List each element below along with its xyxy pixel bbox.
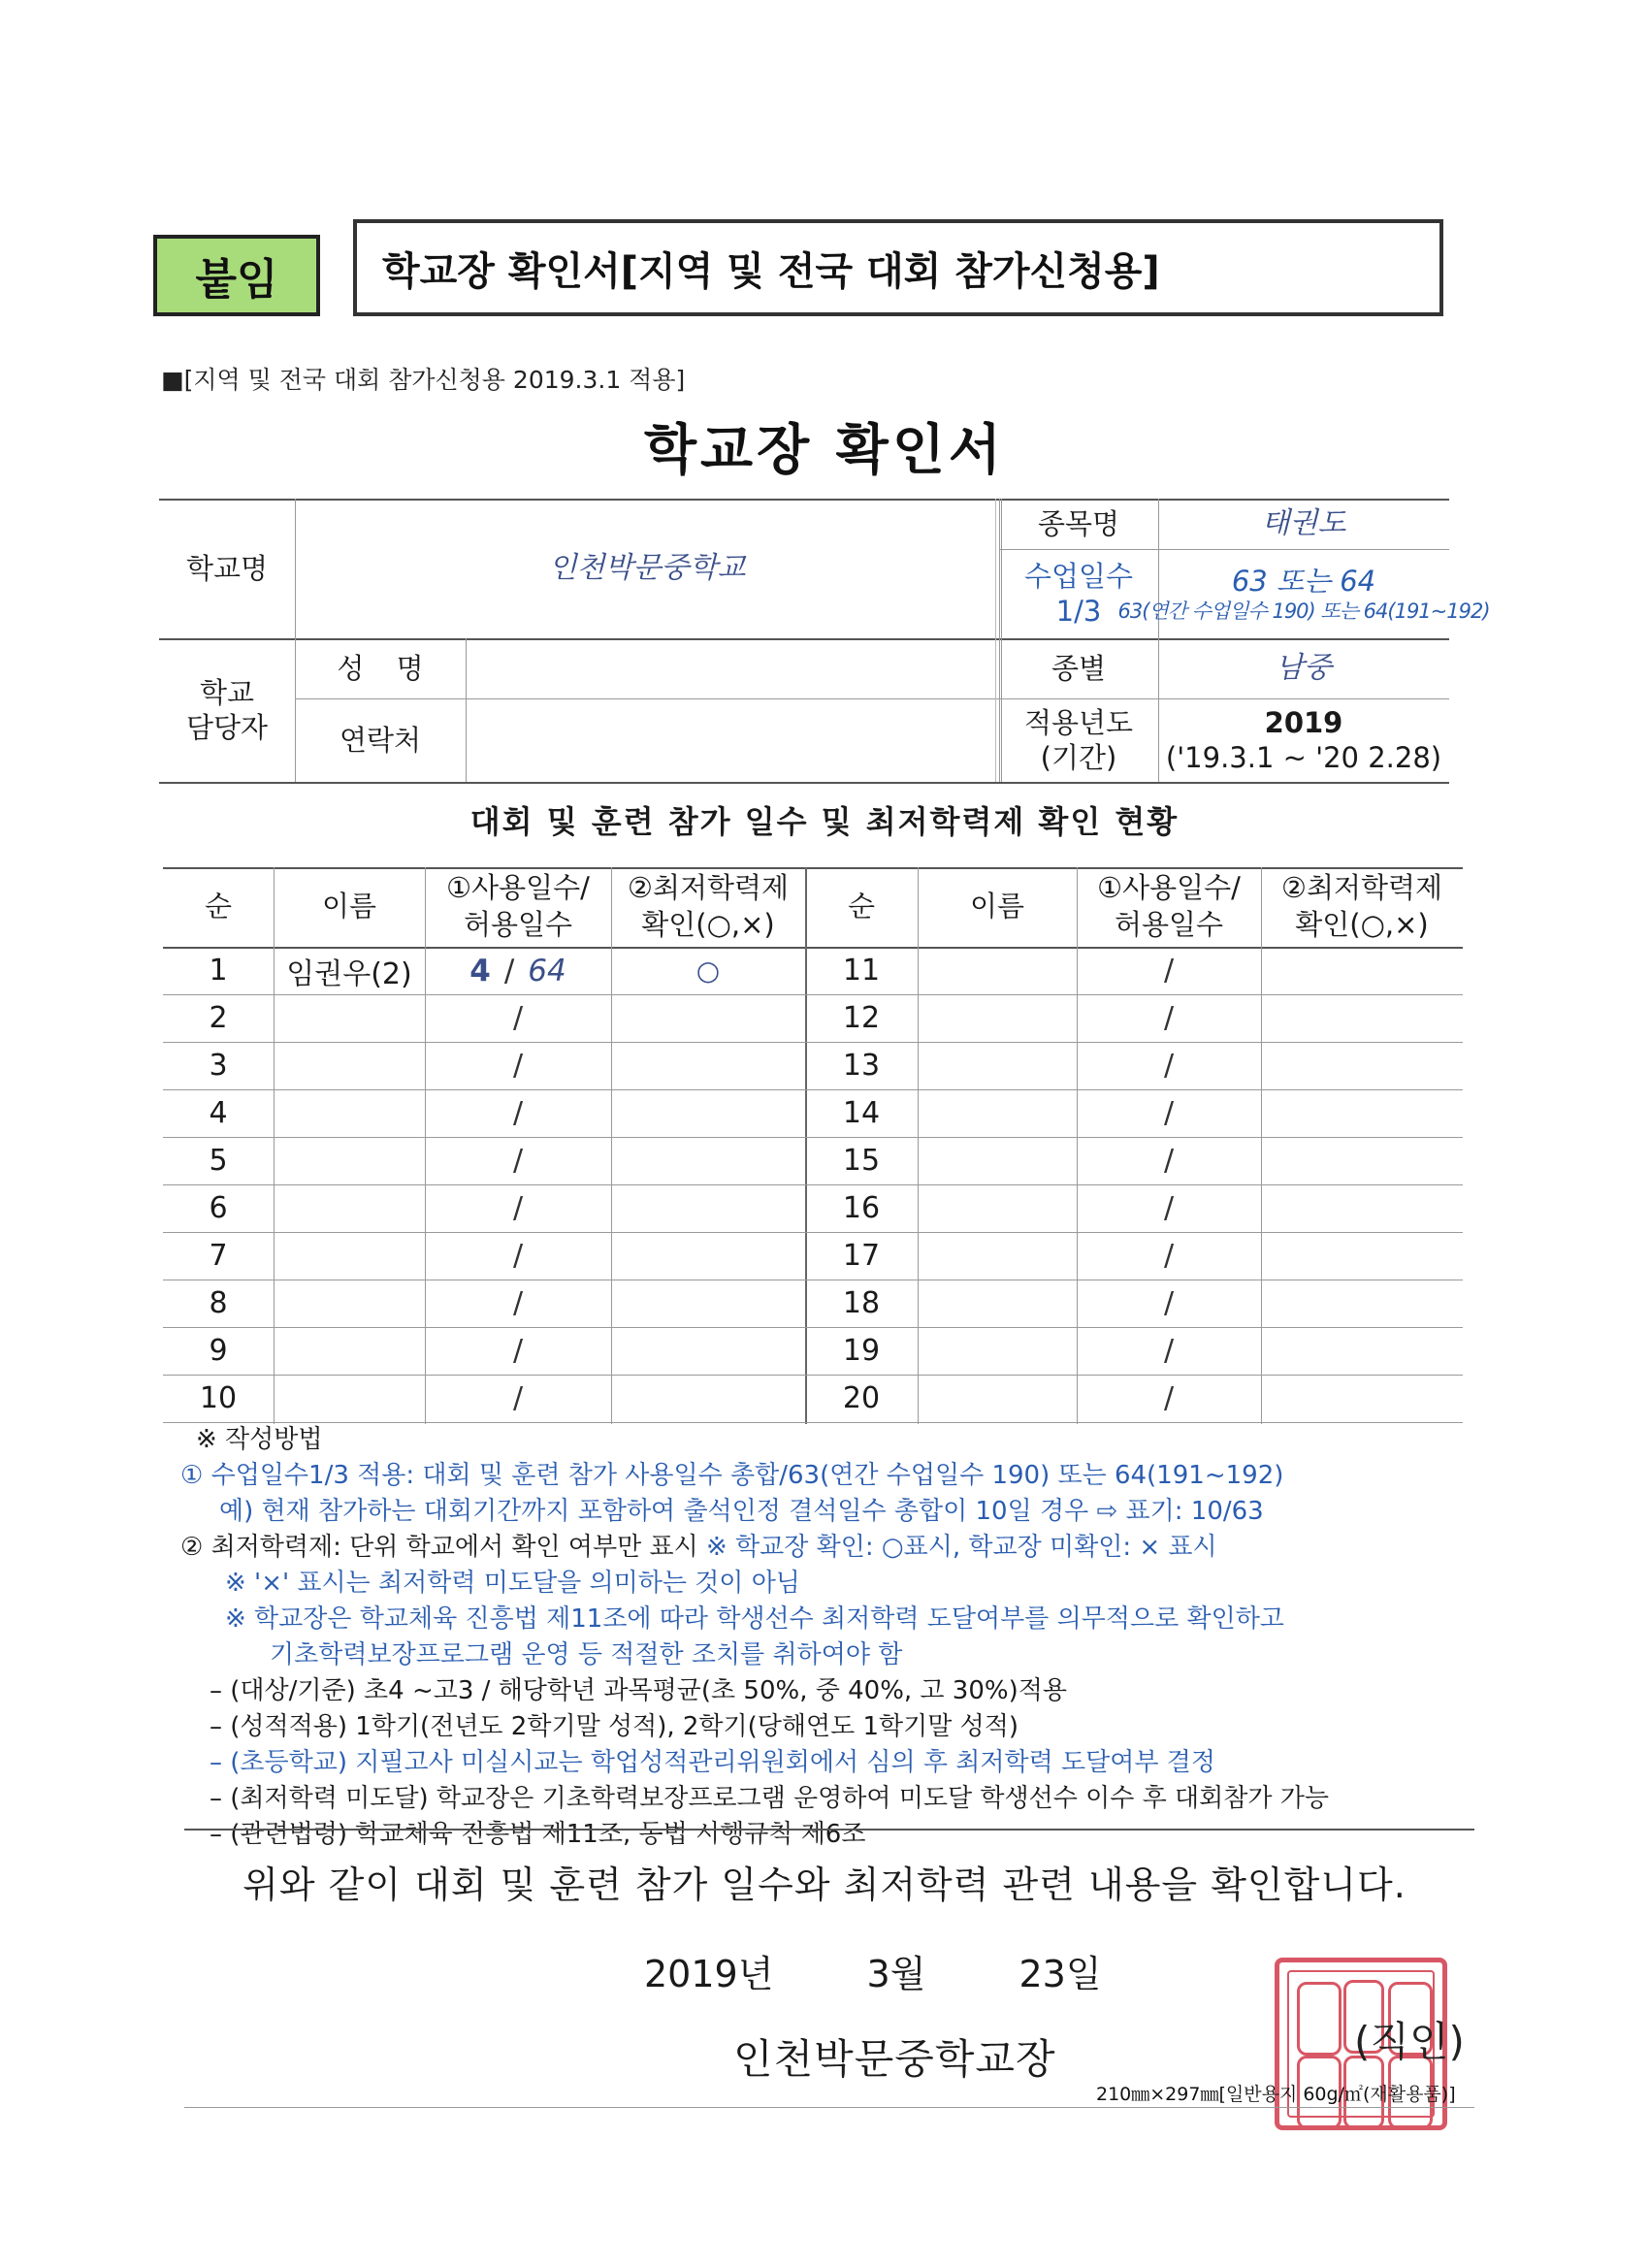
row-check <box>1261 1327 1463 1375</box>
row-days-separator: / <box>1163 1049 1175 1083</box>
row-number: 19 <box>842 1334 881 1368</box>
issue-date-month: 3월 <box>866 1953 926 1995</box>
row-check <box>611 1327 805 1375</box>
manager-label-line: 담당자 <box>185 711 269 744</box>
row-days-separator: / <box>1163 1286 1175 1320</box>
row-check <box>611 1137 805 1184</box>
confirmation-statement: 위와 같이 대회 및 훈련 참가 일수와 최저학력 관련 내용을 확인합니다. <box>242 1863 1406 1906</box>
section-title: 대회 및 훈련 참가 일수 및 최저학력제 확인 현황 <box>469 803 1180 840</box>
year-value <box>1158 698 1449 782</box>
year-value-period: ('19.3.1 ~ '20 2.28) <box>1165 741 1442 774</box>
row-number: 7 <box>209 1239 228 1273</box>
writing-instructions <box>180 1422 1480 1853</box>
row-days-separator: / <box>1163 1144 1175 1178</box>
notes-heading: ※ 작성방법 <box>196 1425 323 1454</box>
row-name <box>918 1184 1077 1232</box>
row-days-separator: / <box>512 1334 524 1368</box>
row-name <box>918 1137 1077 1184</box>
school-days-value-detail: 63(연간 수업일수 190) 또는 64(191~192) <box>1117 599 1490 623</box>
row-check <box>1261 1232 1463 1280</box>
page-title: 학교장 확인서 <box>643 419 1006 482</box>
row-number: 10 <box>199 1381 238 1415</box>
manager-label-line: 학교 <box>199 675 255 709</box>
row-days-separator: / <box>512 1096 524 1130</box>
row-number: 17 <box>842 1239 881 1273</box>
row-name <box>918 947 1077 994</box>
note-detail: – (성적적용) 1학기(전년도 2학기말 성적), 2학기(당해연도 1학기말 성적) <box>210 1712 1019 1741</box>
row-name <box>918 1089 1077 1137</box>
row-name <box>918 1375 1077 1422</box>
row-days-used: 4 <box>469 953 491 988</box>
footer-rule <box>184 2107 1474 2108</box>
row-name <box>274 1184 425 1232</box>
row-number: 12 <box>842 1001 881 1035</box>
row-days-separator: / <box>1163 1191 1175 1225</box>
row-days-separator: / <box>512 1144 524 1178</box>
issue-date-year: 2019년 <box>644 1953 774 1995</box>
row-number: 14 <box>842 1096 881 1130</box>
note-detail: – (관련법령) 학교체육 진흥법 제11조, 동법 시행규칙 제6조 <box>210 1820 866 1849</box>
header-check <box>611 867 805 947</box>
signer-name: 인천박문중학교장 <box>733 2035 1056 2083</box>
row-name <box>918 1042 1077 1089</box>
row-number: 20 <box>842 1381 881 1415</box>
row-days-separator: / <box>512 1001 524 1035</box>
school-days-value <box>1117 549 1490 638</box>
row-name <box>274 1375 425 1422</box>
issue-date-day: 23일 <box>1018 1953 1102 1995</box>
note-item: 예) 현재 참가하는 대회기간까지 포함하여 출석인정 결석일수 총합이 10일 경우 ⇨ 표기: 10/63 <box>219 1497 1264 1526</box>
row-days-separator: / <box>512 1049 524 1083</box>
header-days-line: ①사용일수/ <box>1097 871 1241 905</box>
header-check <box>1261 867 1463 947</box>
row-check <box>1261 947 1463 994</box>
row-name <box>274 1232 425 1280</box>
row-number: 8 <box>209 1286 228 1320</box>
school-days-value-main: 63 또는 64 <box>1231 564 1376 598</box>
row-name <box>274 1089 425 1137</box>
event-label: 종목명 <box>1037 506 1120 540</box>
row-check <box>1261 1089 1463 1137</box>
note-item-text: ※ 학교장 확인: ○표시, 학교장 미확인: × 표시 <box>697 1533 1217 1562</box>
row-name <box>274 1280 425 1327</box>
header-check-line: 확인(○,×) <box>641 908 775 941</box>
row-name: 임권우(2) <box>286 956 412 991</box>
paper-spec: 210㎜×297㎜[일반용지 60g/㎡(재활용품)] <box>1096 2084 1456 2105</box>
header-name: 이름 <box>321 890 377 923</box>
header-check-line: 확인(○,×) <box>1295 908 1429 941</box>
row-name <box>918 994 1077 1042</box>
row-days-separator: / <box>512 1286 524 1320</box>
document-title-box: 학교장 확인서[지역 및 전국 대회 참가신청용] <box>353 219 1443 316</box>
row-days-separator: / <box>1163 1239 1175 1273</box>
row-days-separator: / <box>1163 1096 1175 1130</box>
row-number: 5 <box>209 1144 228 1178</box>
contact-label: 연락처 <box>339 723 422 757</box>
header-check-line: ②최저학력제 <box>627 871 790 905</box>
seal-label: (직인) <box>1354 2018 1465 2065</box>
row-name <box>918 1232 1077 1280</box>
school-days-label <box>999 549 1158 638</box>
row-days <box>425 947 611 994</box>
row-check <box>611 994 805 1042</box>
row-check <box>611 1280 805 1327</box>
row-number: 1 <box>209 954 228 988</box>
row-check <box>1261 1042 1463 1089</box>
row-number: 6 <box>209 1191 228 1225</box>
header-no: 순 <box>847 890 875 923</box>
manager-label <box>159 638 295 782</box>
note-detail: – (초등학교) 지필고사 미실시교는 학업성적관리위원회에서 심의 후 최저학력 도달여부 결정 <box>210 1748 1215 1777</box>
info-bottom-rule <box>159 782 1449 784</box>
info-col-rule <box>466 638 467 782</box>
note-item <box>180 1530 1480 1566</box>
row-days-separator: / <box>512 1239 524 1273</box>
row-check <box>611 1042 805 1089</box>
row-check <box>611 1184 805 1232</box>
row-check <box>1261 1137 1463 1184</box>
header-name: 이름 <box>969 890 1025 923</box>
note-item: ※ '×' 표시는 최저학력 미도달을 의미하는 것이 아님 <box>225 1569 800 1598</box>
application-note: ■[지역 및 전국 대회 참가신청용 2019.3.1 적용] <box>161 366 686 394</box>
school-days-label-line: 수업일수 <box>1023 559 1134 593</box>
row-check <box>1261 1280 1463 1327</box>
row-number: 18 <box>842 1286 881 1320</box>
row-number: 16 <box>842 1191 881 1225</box>
row-days-allowed: 64 <box>528 953 566 988</box>
year-label-line: 적용년도 <box>1023 705 1134 739</box>
row-name <box>918 1280 1077 1327</box>
row-check: ○ <box>695 955 721 987</box>
event-value: 태권도 <box>1261 506 1346 541</box>
header-days-line: 허용일수 <box>1114 908 1224 941</box>
row-number: 11 <box>842 954 881 988</box>
row-check <box>611 1232 805 1280</box>
attachment-badge: 붙임 <box>153 235 320 316</box>
row-days-separator: / <box>1163 1381 1175 1415</box>
row-name <box>918 1327 1077 1375</box>
row-days-separator: / <box>512 1191 524 1225</box>
row-number: 13 <box>842 1049 881 1083</box>
year-label <box>999 698 1158 782</box>
info-grid <box>159 485 1490 786</box>
row-number: 9 <box>209 1334 228 1368</box>
row-name <box>274 1327 425 1375</box>
row-name <box>274 1042 425 1089</box>
name-label: 성 명 <box>337 651 424 685</box>
header-days <box>425 867 611 947</box>
row-name <box>274 1137 425 1184</box>
note-detail: – (대상/기준) 초4 ~고3 / 해당학년 과목평균(초 50%, 중 40%, 고 30%)적용 <box>210 1676 1067 1705</box>
row-days-separator: / <box>1163 954 1175 988</box>
header-days-line: ①사용일수/ <box>446 871 590 905</box>
row-number: 2 <box>209 1001 228 1035</box>
note-item: ① 수업일수1/3 적용: 대회 및 훈련 참가 사용일수 총합/63(연간 수업일수 190) 또는 64(191~192) <box>180 1461 1284 1490</box>
header-check-line: ②최저학력제 <box>1280 871 1443 905</box>
year-value-main: 2019 <box>1264 705 1343 739</box>
row-check <box>1261 1375 1463 1422</box>
note-item-text: ② 최저학력제: 단위 학교에서 확인 여부만 표시 <box>180 1533 698 1562</box>
header-no: 순 <box>204 890 232 923</box>
year-label-line: (기간) <box>1040 741 1117 774</box>
note-item: ※ 학교장은 학교체육 진흥법 제11조에 따라 학생선수 최저학력 도달여부를 의무적으로 확인하고 <box>225 1604 1284 1634</box>
row-number: 4 <box>209 1096 228 1130</box>
note-item: 기초학력보장프로그램 운영 등 적절한 조치를 취하여야 함 <box>270 1640 903 1669</box>
school-label: 학교명 <box>185 551 269 585</box>
school-days-label-line: 1/3 <box>1055 595 1102 628</box>
note-detail: – (최저학력 미도달) 학교장은 기초학력보장프로그램 운영하여 미도달 학생선수 이수 후 대회참가 가능 <box>210 1784 1329 1813</box>
row-check <box>1261 1184 1463 1232</box>
row-number: 15 <box>842 1144 881 1178</box>
header-days-line: 허용일수 <box>463 908 573 941</box>
gender-label: 종별 <box>1051 651 1107 685</box>
header-days <box>1077 867 1261 947</box>
row-days-separator: / <box>503 953 515 988</box>
notes-bottom-rule <box>184 1829 1474 1831</box>
row-check <box>611 1375 805 1422</box>
row-days-separator: / <box>1163 1334 1175 1368</box>
school-value: 인천박문중학교 <box>548 551 746 586</box>
gender-value: 남중 <box>1276 651 1332 686</box>
row-check <box>1261 994 1463 1042</box>
row-name <box>274 994 425 1042</box>
row-days-separator: / <box>512 1381 524 1415</box>
row-days-separator: / <box>1163 1001 1175 1035</box>
issue-date <box>644 1944 1145 1997</box>
row-number: 3 <box>209 1049 228 1083</box>
row-check <box>611 1089 805 1137</box>
